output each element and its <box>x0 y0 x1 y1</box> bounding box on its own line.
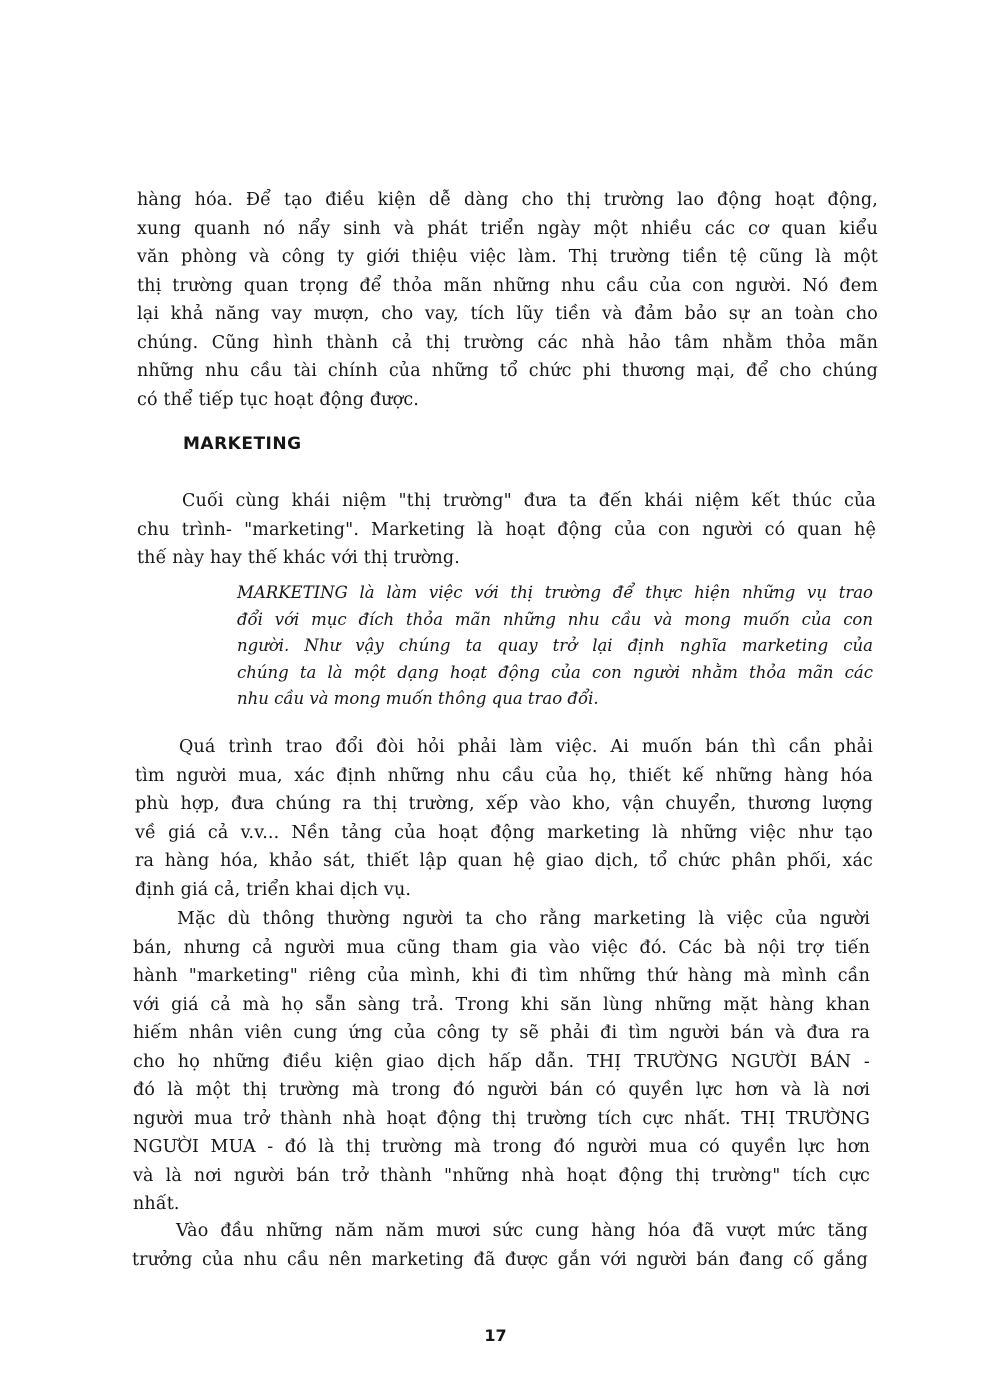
text-line: Vào đầu những năm năm mươi sức cung hàng hóa đã vượt mức tăng <box>176 1221 868 1241</box>
text-line: văn phòng và công ty giới thiệu việc làm. Thị trường tiền tệ cũng là một <box>137 247 878 267</box>
quote-line: chúng ta là một dạng hoạt động của con người nhằm thỏa mãn các <box>237 662 873 682</box>
text-line: Cuối cùng khái niệm "thị trường" đưa ta đến khái niệm kết thúc của <box>182 491 876 511</box>
text-line: hiếm nhân viên cung ứng của công ty sẽ phải đi tìm người bán và đưa ra <box>133 1023 870 1043</box>
text-line: lại khả năng vay mượn, cho vay, tích lũy tiền và đảm bảo sự an toàn cho <box>137 304 878 324</box>
paragraph-1 <box>137 186 878 414</box>
text-line: Quá trình trao đổi đòi hỏi phải làm việc. Ai muốn bán thì cần phải <box>179 737 873 757</box>
paragraph-5 <box>132 1217 868 1274</box>
text-line: đó là một thị trường mà trong đó người bán có quyền lực hơn và là nơi <box>133 1080 870 1100</box>
paragraph-2 <box>137 487 876 573</box>
text-line: định giá cả, triển khai dịch vụ. <box>135 879 412 900</box>
quote-line: MARKETING là làm việc với thị trường để thực hiện những vụ trao <box>237 583 873 602</box>
text-line: thị trường quan trọng để thỏa mãn những nhu cầu của con người. Nó đem <box>137 275 878 296</box>
definition-quote <box>237 580 873 713</box>
paragraph-4 <box>133 905 870 1219</box>
text-line: xung quanh nó nẩy sinh và phát triển ngày một nhiều các cơ quan kiểu <box>137 218 878 239</box>
text-line: hành "marketing" riêng của mình, khi đi tìm những thứ hàng mà mình cần <box>133 966 870 986</box>
text-line: cho họ những điều kiện giao dịch hấp dẫn. THỊ TRƯỜNG NGƯỜI BÁN - <box>133 1051 870 1072</box>
text-line: những nhu cầu tài chính của những tổ chức phi thương mại, để cho chúng <box>137 361 878 381</box>
quote-line: nhu cầu và mong muốn thông qua trao đổi. <box>237 689 599 708</box>
text-line: chúng. Cũng hình thành cả thị trường các nhà hảo tâm nhằm thỏa mãn <box>137 332 878 353</box>
text-line: nhất. <box>133 1194 180 1214</box>
quote-line: người. Như vậy chúng ta quay trở lại định nghĩa marketing của <box>237 636 873 655</box>
text-line: Mặc dù thông thường người ta cho rằng marketing là việc của người <box>177 909 870 929</box>
text-line: ra hàng hóa, khảo sát, thiết lập quan hệ giao dịch, tổ chức phân phối, xác <box>135 851 873 871</box>
text-line: và là nơi người bán trở thành "những nhà hoạt động thị trường" tích cực <box>133 1165 870 1186</box>
text-line: phù hợp, đưa chúng ra thị trường, xếp vào kho, vận chuyển, thương lượng <box>135 794 873 814</box>
text-line: NGƯỜI MUA - đó là thị trường mà trong đó người mua có quyền lực hơn <box>133 1137 870 1157</box>
section-heading: MARKETING <box>183 434 302 454</box>
text-line: bán, nhưng cả người mua cũng tham gia vào việc đó. Các bà nội trợ tiến <box>133 937 870 958</box>
text-line: trưởng của nhu cầu nên marketing đã được gắn với người bán đang cố gắng <box>132 1249 868 1270</box>
text-line: về giá cả v.v... Nền tảng của hoạt động marketing là những việc như tạo <box>135 822 873 843</box>
text-line: người mua trở thành nhà hoạt động thị trường tích cực nhất. THỊ TRƯỜNG <box>133 1108 870 1129</box>
text-line: thế này hay thế khác với thị trường. <box>137 548 460 568</box>
text-line: tìm người mua, xác định những nhu cầu của họ, thiết kế những hàng hóa <box>135 765 873 786</box>
page-number: 17 <box>484 1326 507 1345</box>
quote-line: đổi với mục đích thỏa mãn những nhu cầu và mong muốn của con <box>237 609 873 629</box>
text-line: hàng hóa. Để tạo điều kiện dễ dàng cho thị trường lao động hoạt động, <box>137 190 878 210</box>
text-line: có thể tiếp tục hoạt động được. <box>137 389 419 410</box>
text-line: chu trình- "marketing". Marketing là hoạt động của con người có quan hệ <box>137 519 876 540</box>
text-line: với giá cả mà họ sẵn sàng trả. Trong khi săn lùng những mặt hàng khan <box>133 994 870 1015</box>
paragraph-3 <box>135 733 873 904</box>
